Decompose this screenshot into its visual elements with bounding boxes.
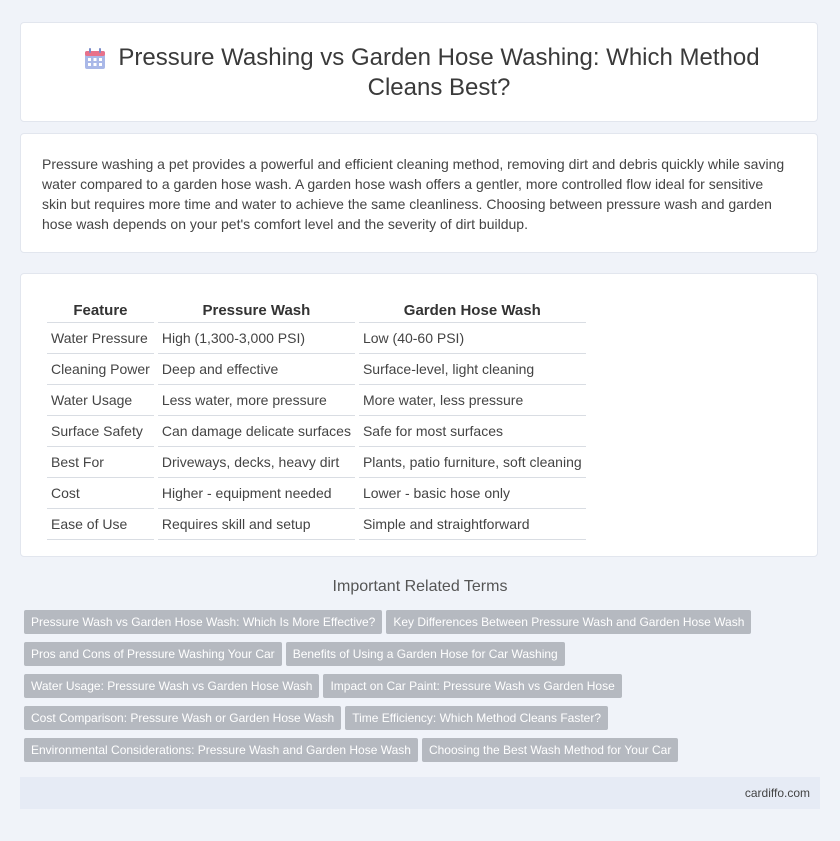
table-cell: Requires skill and setup xyxy=(158,509,355,540)
related-terms-row xyxy=(24,642,824,666)
table-cell: Lower - basic hose only xyxy=(359,478,586,509)
table-cell: Surface Safety xyxy=(47,416,154,447)
related-term-tag[interactable]: Pressure Wash vs Garden Hose Wash: Which Is More Effective? xyxy=(24,610,382,634)
footer-site-link[interactable]: cardiffo.com xyxy=(744,786,810,800)
table-row xyxy=(47,447,586,478)
table-cell: More water, less pressure xyxy=(359,385,586,416)
table-cell: Less water, more pressure xyxy=(158,385,355,416)
table-cell: Can damage delicate surfaces xyxy=(158,416,355,447)
table-cell: Higher - equipment needed xyxy=(158,478,355,509)
related-terms-list xyxy=(24,610,824,770)
column-header: Feature xyxy=(47,294,154,323)
table-cell: Simple and straightforward xyxy=(359,509,586,540)
related-term-tag[interactable]: Benefits of Using a Garden Hose for Car Washing xyxy=(286,642,565,666)
footer-bar xyxy=(20,777,820,809)
related-terms-row xyxy=(24,706,824,730)
related-terms-row xyxy=(24,674,824,698)
related-term-tag[interactable]: Key Differences Between Pressure Wash and Garden Hose Wash xyxy=(386,610,751,634)
title-card xyxy=(20,22,818,122)
table-cell: Low (40-60 PSI) xyxy=(359,323,586,354)
table-row xyxy=(47,509,586,540)
table-row xyxy=(47,478,586,509)
table-cell: Driveways, decks, heavy dirt xyxy=(158,447,355,478)
related-term-tag[interactable]: Time Efficiency: Which Method Cleans Faster? xyxy=(345,706,608,730)
table-cell: Plants, patio furniture, soft cleaning xyxy=(359,447,586,478)
table-cell: Cost xyxy=(47,478,154,509)
related-terms-row xyxy=(24,738,824,762)
column-header: Garden Hose Wash xyxy=(359,294,586,323)
related-terms-row xyxy=(24,610,824,634)
table-cell: Ease of Use xyxy=(47,509,154,540)
related-term-tag[interactable]: Environmental Considerations: Pressure Wash and Garden Hose Wash xyxy=(24,738,418,762)
table-row xyxy=(47,385,586,416)
comparison-card xyxy=(20,273,818,557)
related-terms-heading: Important Related Terms xyxy=(332,578,508,595)
table-cell: Best For xyxy=(47,447,154,478)
table-cell: Surface-level, light cleaning xyxy=(359,354,586,385)
table-cell: Deep and effective xyxy=(158,354,355,385)
intro-paragraph: Pressure washing a pet provides a powerful and efficient cleaning method, removing dirt and debris quickly while saving water compared to a garden hose wash. A garden hose wash offers a gentler, more controlled flow ideal for sensitive skin but requires more time and water to achieve the same cleanliness. Choosing between pressure wash and garden hose wash depends on your pet's comfort level and the severity of dirt buildup. xyxy=(42,156,785,232)
intro-card xyxy=(20,133,818,253)
related-term-tag[interactable]: Cost Comparison: Pressure Wash or Garden Hose Wash xyxy=(24,706,341,730)
table-cell: Safe for most surfaces xyxy=(359,416,586,447)
table-cell: Cleaning Power xyxy=(47,354,154,385)
table-row xyxy=(47,416,586,447)
related-term-tag[interactable]: Water Usage: Pressure Wash vs Garden Hose Wash xyxy=(24,674,319,698)
related-term-tag[interactable]: Choosing the Best Wash Method for Your Car xyxy=(422,738,678,762)
table-cell: Water Pressure xyxy=(47,323,154,354)
page-title: Pressure Washing vs Garden Hose Washing: Which Method Cleans Best? xyxy=(118,44,760,101)
related-term-tag[interactable]: Pros and Cons of Pressure Washing Your Car xyxy=(24,642,282,666)
column-header: Pressure Wash xyxy=(158,294,355,323)
table-cell: Water Usage xyxy=(47,385,154,416)
table-row xyxy=(47,354,586,385)
related-term-tag[interactable]: Impact on Car Paint: Pressure Wash vs Garden Hose xyxy=(323,674,621,698)
table-row xyxy=(47,323,586,354)
table-header-row xyxy=(47,294,586,323)
comparison-table xyxy=(43,294,590,540)
table-cell: High (1,300-3,000 PSI) xyxy=(158,323,355,354)
